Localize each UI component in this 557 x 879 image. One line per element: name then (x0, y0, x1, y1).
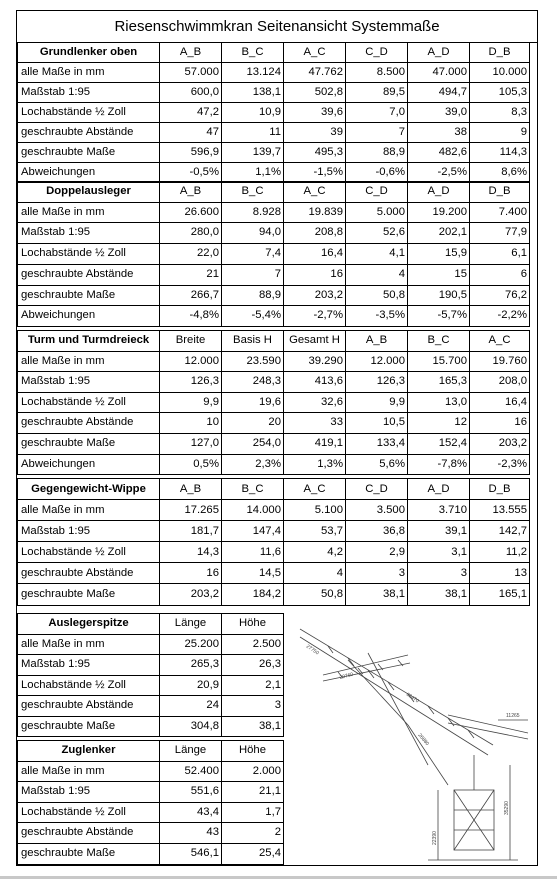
table-cell: 203,2 (470, 433, 530, 454)
table-cell: 138,1 (222, 83, 284, 103)
table-row (18, 103, 530, 123)
table-cell: 184,2 (222, 584, 284, 605)
table-cell: 4,2 (284, 542, 346, 563)
table-cell: 11 (222, 123, 284, 143)
table-turm-und-turmdreieck (17, 330, 530, 475)
table-cell: 127,0 (160, 433, 222, 454)
column-header: Breite (160, 331, 222, 352)
table-cell: 10.000 (470, 63, 530, 83)
table-cell: 126,3 (346, 372, 408, 393)
table-row (18, 521, 530, 542)
table-cell: 4,1 (346, 244, 408, 265)
row-label: alle Maße in mm (18, 761, 160, 782)
table-cell: 19.760 (470, 351, 530, 372)
table-cell: -0,5% (160, 163, 222, 183)
table-cell: 1,7 (222, 802, 284, 823)
column-header: A_B (160, 43, 222, 63)
table-cell: 280,0 (160, 223, 222, 244)
drawing-label-2: 20760 (339, 671, 354, 681)
table-cell: 8,6% (470, 163, 530, 183)
row-label: Maßstab 1:95 (18, 655, 160, 676)
table-cell: 181,7 (160, 521, 222, 542)
table-cell: 1,3% (284, 454, 346, 475)
row-label: geschraubte Maße (18, 584, 160, 605)
table-cell: 495,3 (284, 143, 346, 163)
table-row (18, 634, 284, 655)
table-cell: 19.200 (408, 202, 470, 223)
table-cell: -3,5% (346, 306, 408, 327)
sheet-title: Riesenschwimmkran Seitenansicht Systemmaße (17, 11, 537, 43)
table-row (18, 351, 530, 372)
table-cell: 133,4 (346, 433, 408, 454)
table-cell: -5,7% (408, 306, 470, 327)
table-cell: 9 (470, 123, 530, 143)
table-cell: 266,7 (160, 285, 222, 306)
table-cell: 139,7 (222, 143, 284, 163)
drawing-label-4: 11265 (506, 713, 520, 719)
table-cell: 202,1 (408, 223, 470, 244)
row-label: Maßstab 1:95 (18, 782, 160, 803)
crane-side-view-drawing (288, 615, 537, 865)
row-label: Abweichungen (18, 163, 160, 183)
table-cell: -5,4% (222, 306, 284, 327)
row-label: geschraubte Abstände (18, 563, 160, 584)
table-cell: 50,8 (284, 584, 346, 605)
table-cell: 203,2 (160, 584, 222, 605)
column-header: C_D (346, 43, 408, 63)
table-cell: 13,0 (408, 392, 470, 413)
table-cell: 2,9 (346, 542, 408, 563)
table-cell: 142,7 (470, 521, 530, 542)
table-cell: 19,6 (222, 392, 284, 413)
table-row (18, 163, 530, 183)
column-header: A_C (470, 331, 530, 352)
table-cell: 4 (346, 264, 408, 285)
section-title: Auslegerspitze (18, 614, 160, 635)
table-cell: 57.000 (160, 63, 222, 83)
table-cell: -2,5% (408, 163, 470, 183)
table-cell: 88,9 (346, 143, 408, 163)
section-header-row (18, 331, 530, 352)
table-cell: 3,1 (408, 542, 470, 563)
table-cell: 26.600 (160, 202, 222, 223)
table-cell: 600,0 (160, 83, 222, 103)
table-row (18, 244, 530, 265)
table-row (18, 542, 530, 563)
table-row (18, 123, 530, 143)
row-label: geschraubte Abstände (18, 123, 160, 143)
table-cell: 88,9 (222, 285, 284, 306)
table-cell: 165,1 (470, 584, 530, 605)
table-row (18, 433, 530, 454)
table-row (18, 761, 284, 782)
table-cell: 39.290 (284, 351, 346, 372)
table-cell: 20,9 (160, 675, 222, 696)
section-header-row (18, 741, 284, 762)
table-row (18, 285, 530, 306)
table-row (18, 392, 530, 413)
table-cell: 50,8 (346, 285, 408, 306)
table-cell: 33 (284, 413, 346, 434)
table-cell: 7,4 (222, 244, 284, 265)
table-cell: 551,6 (160, 782, 222, 803)
table-cell: 8.500 (346, 63, 408, 83)
row-label: alle Maße in mm (18, 634, 160, 655)
column-header: A_B (346, 331, 408, 352)
table-cell: 6 (470, 264, 530, 285)
table-cell: 89,5 (346, 83, 408, 103)
table-cell: 7 (222, 264, 284, 285)
table-cell: 94,0 (222, 223, 284, 244)
table-cell: 3 (222, 696, 284, 717)
column-header: A_D (408, 182, 470, 203)
table-cell: 39,6 (284, 103, 346, 123)
table-cell: 11,6 (222, 542, 284, 563)
drawing-label-1: 27750 (304, 643, 320, 657)
column-header: Höhe (222, 614, 284, 635)
table-cell: 7,0 (346, 103, 408, 123)
table-cell: 502,8 (284, 83, 346, 103)
brace-3 (408, 725, 448, 785)
table-cell: -7,8% (408, 454, 470, 475)
table-cell: 494,7 (408, 83, 470, 103)
row-label: geschraubte Abstände (18, 264, 160, 285)
table-cell: 190,5 (408, 285, 470, 306)
table-cell: 1,1% (222, 163, 284, 183)
section-header-row (18, 614, 284, 635)
table-cell: 3.710 (408, 500, 470, 521)
table-row (18, 716, 284, 737)
table-cell: -2,3% (470, 454, 530, 475)
boom-upper-chord (300, 629, 493, 745)
table-cell: 5.000 (346, 202, 408, 223)
table-cell: 16 (284, 264, 346, 285)
table-cell: 482,6 (408, 143, 470, 163)
table-cell: 4 (284, 563, 346, 584)
table-cell: 39 (284, 123, 346, 143)
section-title: Gegengewicht-Wippe (18, 479, 160, 500)
row-label: geschraubte Maße (18, 433, 160, 454)
table-cell: 11,2 (470, 542, 530, 563)
table-gegengewicht-wippe (17, 478, 530, 606)
table-cell: 15.700 (408, 351, 470, 372)
row-label: alle Maße in mm (18, 202, 160, 223)
table-cell: 147,4 (222, 521, 284, 542)
table-cell: 2.000 (222, 761, 284, 782)
table-cell: 13.124 (222, 63, 284, 83)
table-cell: 6,1 (470, 244, 530, 265)
column-header: A_D (408, 43, 470, 63)
table-cell: 39,1 (408, 521, 470, 542)
row-label: Maßstab 1:95 (18, 83, 160, 103)
table-cell: 23.590 (222, 351, 284, 372)
table-row (18, 372, 530, 393)
table-cell: 38,1 (408, 584, 470, 605)
table-cell: 7.400 (470, 202, 530, 223)
table-row (18, 802, 284, 823)
table-cell: 3 (346, 563, 408, 584)
table-row (18, 264, 530, 285)
column-header: C_D (346, 479, 408, 500)
table-cell: 419,1 (284, 433, 346, 454)
table-cell: 126,3 (160, 372, 222, 393)
table-cell: 8,3 (470, 103, 530, 123)
section-title: Grundlenker oben (18, 43, 160, 63)
row-label: alle Maße in mm (18, 500, 160, 521)
table-doppelausleger (17, 181, 530, 327)
table-row (18, 143, 530, 163)
table-row (18, 655, 284, 676)
drawing-label-3: 62470 (404, 691, 420, 705)
row-label: geschraubte Abstände (18, 823, 160, 844)
table-cell: 3 (408, 563, 470, 584)
row-label: Maßstab 1:95 (18, 223, 160, 244)
table-cell: 12.000 (346, 351, 408, 372)
section-header-row (18, 182, 530, 203)
column-header: Höhe (222, 741, 284, 762)
table-cell: 14,3 (160, 542, 222, 563)
table-cell: 32,6 (284, 392, 346, 413)
table-cell: -2,2% (470, 306, 530, 327)
table-cell: 36,8 (346, 521, 408, 542)
table-cell: 26,3 (222, 655, 284, 676)
table-cell: 9,9 (346, 392, 408, 413)
table-cell: 5.100 (284, 500, 346, 521)
row-label: geschraubte Maße (18, 843, 160, 864)
table-cell: 43 (160, 823, 222, 844)
row-label: Lochabstände ½ Zoll (18, 103, 160, 123)
column-header: B_C (222, 479, 284, 500)
table-grundlenker-oben (17, 42, 530, 183)
row-label: Abweichungen (18, 306, 160, 327)
column-header: A_D (408, 479, 470, 500)
table-cell: 10 (160, 413, 222, 434)
table-cell: 43,4 (160, 802, 222, 823)
table-cell: 12.000 (160, 351, 222, 372)
table-cell: 13 (470, 563, 530, 584)
table-row (18, 223, 530, 244)
table-cell: 165,3 (408, 372, 470, 393)
drawing-label-7: 35290 (504, 801, 510, 815)
table-cell: 16 (470, 413, 530, 434)
table-row (18, 782, 284, 803)
column-header: D_B (470, 479, 530, 500)
table-cell: 38,1 (222, 716, 284, 737)
row-label: geschraubte Maße (18, 716, 160, 737)
table-row (18, 843, 284, 864)
table-row (18, 83, 530, 103)
section-title: Zuglenker (18, 741, 160, 762)
table-cell: 152,4 (408, 433, 470, 454)
row-label: Abweichungen (18, 454, 160, 475)
column-header: Basis H (222, 331, 284, 352)
table-cell: 7 (346, 123, 408, 143)
table-cell: 2 (222, 823, 284, 844)
table-cell: 47 (160, 123, 222, 143)
table-cell: 21 (160, 264, 222, 285)
table-cell: 76,2 (470, 285, 530, 306)
table-cell: 596,9 (160, 143, 222, 163)
table-cell: 10,5 (346, 413, 408, 434)
table-cell: 10,9 (222, 103, 284, 123)
column-header: B_C (222, 182, 284, 203)
section-header-row (18, 479, 530, 500)
table-cell: 105,3 (470, 83, 530, 103)
table-cell: 15,9 (408, 244, 470, 265)
table-row (18, 823, 284, 844)
column-header: B_C (222, 43, 284, 63)
table-cell: 47.000 (408, 63, 470, 83)
row-label: geschraubte Abstände (18, 696, 160, 717)
table-cell: 47.762 (284, 63, 346, 83)
table-cell: 14,5 (222, 563, 284, 584)
table-cell: 9,9 (160, 392, 222, 413)
table-cell: 77,9 (470, 223, 530, 244)
column-header: A_C (284, 479, 346, 500)
table-cell: 25,4 (222, 843, 284, 864)
table-cell: 22,0 (160, 244, 222, 265)
brace-2 (368, 653, 431, 765)
row-label: Lochabstände ½ Zoll (18, 802, 160, 823)
table-cell: 5,6% (346, 454, 408, 475)
drawing-label-6: 22390 (432, 831, 438, 845)
jib-bottom (448, 723, 528, 739)
column-header: D_B (470, 182, 530, 203)
table-cell: 16 (160, 563, 222, 584)
table-cell: 546,1 (160, 843, 222, 864)
section-title: Doppelausleger (18, 182, 160, 203)
boom-lower-chord (300, 637, 488, 755)
table-cell: 2.500 (222, 634, 284, 655)
table-cell: 8.928 (222, 202, 284, 223)
table-row (18, 454, 530, 475)
table-row (18, 500, 530, 521)
row-label: geschraubte Abstände (18, 413, 160, 434)
table-cell: 265,3 (160, 655, 222, 676)
table-row (18, 563, 530, 584)
table-auslegerspitze (17, 613, 284, 737)
table-cell: 39,0 (408, 103, 470, 123)
table-cell: -0,6% (346, 163, 408, 183)
table-cell: 19.839 (284, 202, 346, 223)
column-header: D_B (470, 43, 530, 63)
column-header: A_C (284, 182, 346, 203)
row-label: Maßstab 1:95 (18, 521, 160, 542)
dimension-sheet (16, 10, 538, 866)
table-row (18, 63, 530, 83)
table-cell: 208,8 (284, 223, 346, 244)
column-header: Gesamt H (284, 331, 346, 352)
table-cell: -1,5% (284, 163, 346, 183)
table-cell: 0,5% (160, 454, 222, 475)
table-row (18, 306, 530, 327)
table-cell: -2,7% (284, 306, 346, 327)
row-label: alle Maße in mm (18, 63, 160, 83)
table-cell: 38,1 (346, 584, 408, 605)
tower-lacing (454, 790, 494, 850)
table-cell: -4,8% (160, 306, 222, 327)
column-header: A_B (160, 182, 222, 203)
drawing-label-5: 26880 (416, 732, 431, 747)
row-label: Maßstab 1:95 (18, 372, 160, 393)
table-cell: 413,6 (284, 372, 346, 393)
table-cell: 38 (408, 123, 470, 143)
table-cell: 203,2 (284, 285, 346, 306)
table-cell: 114,3 (470, 143, 530, 163)
row-label: geschraubte Maße (18, 285, 160, 306)
table-cell: 15 (408, 264, 470, 285)
table-cell: 14.000 (222, 500, 284, 521)
table-zuglenker (17, 740, 284, 865)
table-cell: 17.265 (160, 500, 222, 521)
table-cell: 47,2 (160, 103, 222, 123)
row-label: geschraubte Maße (18, 143, 160, 163)
column-header: A_C (284, 43, 346, 63)
table-cell: 304,8 (160, 716, 222, 737)
column-header: Länge (160, 741, 222, 762)
table-cell: 21,1 (222, 782, 284, 803)
table-cell: 16,4 (470, 392, 530, 413)
column-header: B_C (408, 331, 470, 352)
section-title: Turm und Turmdreieck (18, 331, 160, 352)
table-cell: 16,4 (284, 244, 346, 265)
row-label: Lochabstände ½ Zoll (18, 244, 160, 265)
table-row (18, 584, 530, 605)
table-cell: 12 (408, 413, 470, 434)
table-row (18, 696, 284, 717)
row-label: Lochabstände ½ Zoll (18, 542, 160, 563)
table-cell: 2,1 (222, 675, 284, 696)
table-cell: 52,6 (346, 223, 408, 244)
table-row (18, 413, 530, 434)
table-cell: 53,7 (284, 521, 346, 542)
table-cell: 20 (222, 413, 284, 434)
section-header-row (18, 43, 530, 63)
row-label: alle Maße in mm (18, 351, 160, 372)
table-cell: 248,3 (222, 372, 284, 393)
row-label: Lochabstände ½ Zoll (18, 675, 160, 696)
column-header: A_B (160, 479, 222, 500)
table-row (18, 202, 530, 223)
column-header: Länge (160, 614, 222, 635)
table-cell: 25.200 (160, 634, 222, 655)
table-row (18, 675, 284, 696)
table-cell: 3.500 (346, 500, 408, 521)
table-cell: 208,0 (470, 372, 530, 393)
table-cell: 2,3% (222, 454, 284, 475)
table-cell: 13.555 (470, 500, 530, 521)
table-cell: 24 (160, 696, 222, 717)
row-label: Lochabstände ½ Zoll (18, 392, 160, 413)
table-cell: 52.400 (160, 761, 222, 782)
column-header: C_D (346, 182, 408, 203)
table-cell: 254,0 (222, 433, 284, 454)
